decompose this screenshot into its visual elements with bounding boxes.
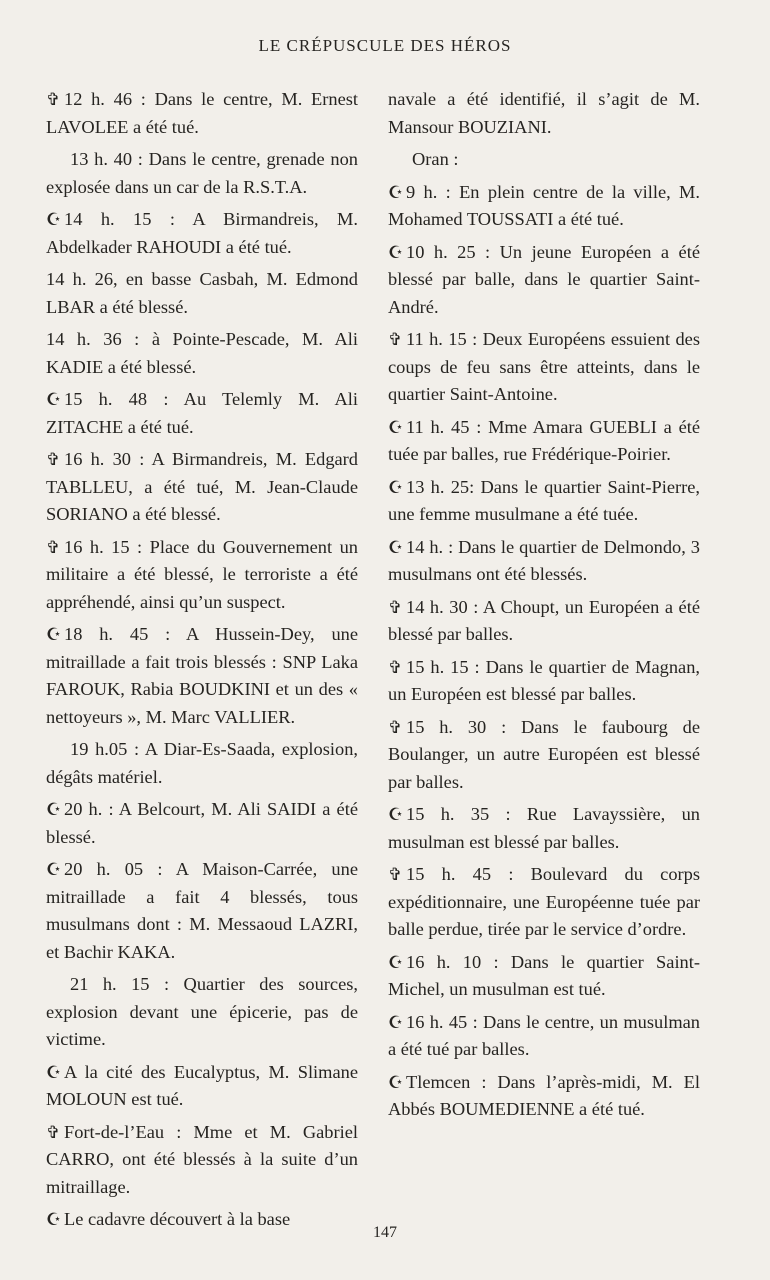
entry-text: A la cité des Eucalyptus, M. Slimane MOLOUN est tué. — [46, 1061, 358, 1109]
entry-text: 11 h. 45 : Mme Amara GUEBLI a été tuée par balles, rue Frédérique-Poirier. — [388, 416, 700, 464]
entry-paragraph — [46, 446, 358, 529]
crescent-icon: ☪ — [46, 1062, 62, 1082]
entry-text: 16 h. 30 : A Birmandreis, M. Edgard TABLLEU, a été tué, M. Jean-Claude SORIANO a été blessé. — [46, 449, 358, 524]
entry-text: 12 h. 46 : Dans le centre, M. Ernest LAVOLEE a été tué. — [46, 89, 358, 137]
left-column — [46, 86, 358, 1239]
entry-text: 16 h. 15 : Place du Gouvernement un militaire a été blessé, le terroriste a été appréhendé, ainsi qu’un suspect. — [46, 536, 358, 612]
entry-paragraph — [388, 146, 700, 174]
crescent-icon: ☪ — [388, 242, 404, 262]
entry-paragraph — [46, 796, 358, 851]
cross-icon: ✞ — [388, 865, 403, 884]
crescent-icon: ☪ — [388, 1012, 404, 1032]
entry-paragraph — [46, 86, 358, 141]
cross-icon: ✞ — [46, 537, 61, 557]
entry-text: 20 h. 05 : A Maison-Carrée, une mitraillade a fait 4 blessés, tous musulmans dont : M. Messaoud LAZRI, et Bachir KAKA. — [46, 859, 358, 962]
entry-text: 21 h. 15 : Quartier des sources, explosion devant une épicerie, pas de victime. — [46, 974, 358, 1049]
entry-text: 13 h. 40 : Dans le centre, grenade non explosée dans un car de la R.S.T.A. — [46, 149, 358, 197]
entry-paragraph — [46, 386, 358, 441]
entry-paragraph — [388, 861, 700, 944]
entry-paragraph — [388, 474, 700, 529]
entry-text: 15 h. 35 : Rue Lavayssière, un musulman est blessé par balles. — [388, 804, 700, 852]
entry-text: 11 h. 15 : Deux Européens essuient des coups de feu sans être atteints, dans le quartier Saint-Antoine. — [388, 329, 700, 404]
entry-text: 9 h. : En plein centre de la ville, M. Mohamed TOUSSATI a été tué. — [388, 181, 700, 229]
crescent-icon: ☪ — [46, 800, 62, 819]
entry-paragraph — [388, 86, 700, 141]
entry-text: Le cadavre découvert à la base — [64, 1209, 291, 1229]
cross-icon: ✞ — [46, 1122, 61, 1142]
entry-paragraph — [388, 801, 700, 856]
crescent-icon: ☪ — [388, 477, 404, 497]
entry-text: 10 h. 25 : Un jeune Européen a été blessé par balle, dans le quartier Saint-André. — [388, 241, 700, 317]
entry-paragraph — [46, 1059, 358, 1114]
entry-text: 13 h. 25: Dans le quartier Saint-Pierre, une femme musulmane a été tuée. — [388, 476, 700, 524]
entry-paragraph — [46, 206, 358, 261]
entry-text: 15 h. 45 : Boulevard du corps expéditionnaire, une Européenne tuée par balle perdue, tirée par le service d’ordre. — [388, 864, 700, 939]
cross-icon: ✞ — [46, 90, 61, 109]
entry-paragraph — [388, 594, 700, 649]
page-number: 147 — [373, 1224, 397, 1241]
entry-text: navale a été identifié, il s’agit de M. Mansour BOUZIANI. — [388, 89, 700, 137]
entry-paragraph — [46, 1119, 358, 1202]
right-column — [388, 86, 700, 1129]
entry-text: 14 h. 26, en basse Casbah, M. Edmond LBAR a été blessé. — [46, 269, 358, 317]
entry-paragraph — [388, 326, 700, 409]
entry-paragraph — [46, 326, 358, 381]
crescent-icon: ☪ — [46, 860, 62, 879]
entry-paragraph — [46, 736, 358, 791]
entry-paragraph — [388, 654, 700, 709]
crescent-icon: ☪ — [46, 1210, 62, 1229]
entry-text: Oran : — [412, 149, 459, 169]
entry-paragraph — [46, 971, 358, 1054]
entry-text: 14 h. 36 : à Pointe-Pescade, M. Ali KADIE a été blessé. — [46, 329, 358, 377]
crescent-icon: ☪ — [388, 805, 404, 824]
crescent-icon: ☪ — [388, 537, 404, 557]
entry-paragraph — [46, 621, 358, 731]
entry-paragraph — [388, 179, 700, 234]
entry-paragraph — [46, 146, 358, 201]
entry-text: 14 h. 30 : A Choupt, un Européen a été blessé par balles. — [388, 596, 700, 644]
crescent-icon: ☪ — [388, 182, 404, 202]
entry-paragraph — [388, 714, 700, 797]
entry-paragraph — [388, 414, 700, 469]
entry-text: Tlemcen : Dans l’après-midi, M. El Abbés BOUMEDIENNE a été tué. — [388, 1071, 700, 1119]
entry-text: 19 h.05 : A Diar-Es-Saada, explosion, dégâts matériel. — [46, 739, 358, 787]
crescent-icon: ☪ — [46, 625, 62, 644]
running-header: LE CRÉPUSCULE DES HÉROS — [258, 36, 512, 55]
entry-paragraph — [388, 1009, 700, 1064]
entry-paragraph — [46, 266, 358, 321]
entry-text: 16 h. 45 : Dans le centre, un musulman a été tué par balles. — [388, 1011, 700, 1059]
cross-icon: ✞ — [388, 597, 403, 617]
entry-text: Fort-de-l’Eau : Mme et M. Gabriel CARRO, ont été blessés à la suite d’un mitraillage. — [46, 1121, 358, 1197]
cross-icon: ✞ — [388, 657, 403, 677]
cross-icon: ✞ — [388, 717, 403, 737]
crescent-icon: ☪ — [388, 417, 404, 437]
entry-paragraph — [388, 949, 700, 1004]
cross-icon: ✞ — [388, 330, 403, 349]
entry-paragraph — [46, 534, 358, 617]
entry-text: 15 h. 15 : Dans le quartier de Magnan, un Européen est blessé par balles. — [388, 656, 700, 704]
entry-text: 14 h. : Dans le quartier de Delmondo, 3 musulmans ont été blessés. — [388, 536, 700, 584]
entry-text: 14 h. 15 : A Birmandreis, M. Abdelkader RAHOUDI a été tué. — [46, 209, 358, 257]
entry-text: 16 h. 10 : Dans le quartier Saint-Michel, un musulman est tué. — [388, 951, 700, 999]
crescent-icon: ☪ — [388, 1072, 404, 1092]
entry-paragraph — [388, 1069, 700, 1124]
entry-text: 20 h. : A Belcourt, M. Ali SAIDI a été blessé. — [46, 799, 358, 847]
entry-paragraph — [388, 239, 700, 322]
crescent-icon: ☪ — [388, 952, 404, 972]
entry-text: 18 h. 45 : A Hussein-Dey, une mitraillade a fait trois blessés : SNP Laka FAROUK, Rabia BOUDKINI et un des « nettoyeurs », M. Marc VALLIER. — [46, 624, 358, 727]
entry-paragraph — [46, 856, 358, 966]
crescent-icon: ☪ — [46, 210, 62, 229]
entry-paragraph — [388, 534, 700, 589]
crescent-icon: ☪ — [46, 390, 62, 409]
cross-icon: ✞ — [46, 450, 61, 469]
entry-text: 15 h. 48 : Au Telemly M. Ali ZITACHE a été tué. — [46, 389, 358, 437]
entry-text: 15 h. 30 : Dans le faubourg de Boulanger, un autre Européen est blessé par balles. — [388, 716, 700, 792]
